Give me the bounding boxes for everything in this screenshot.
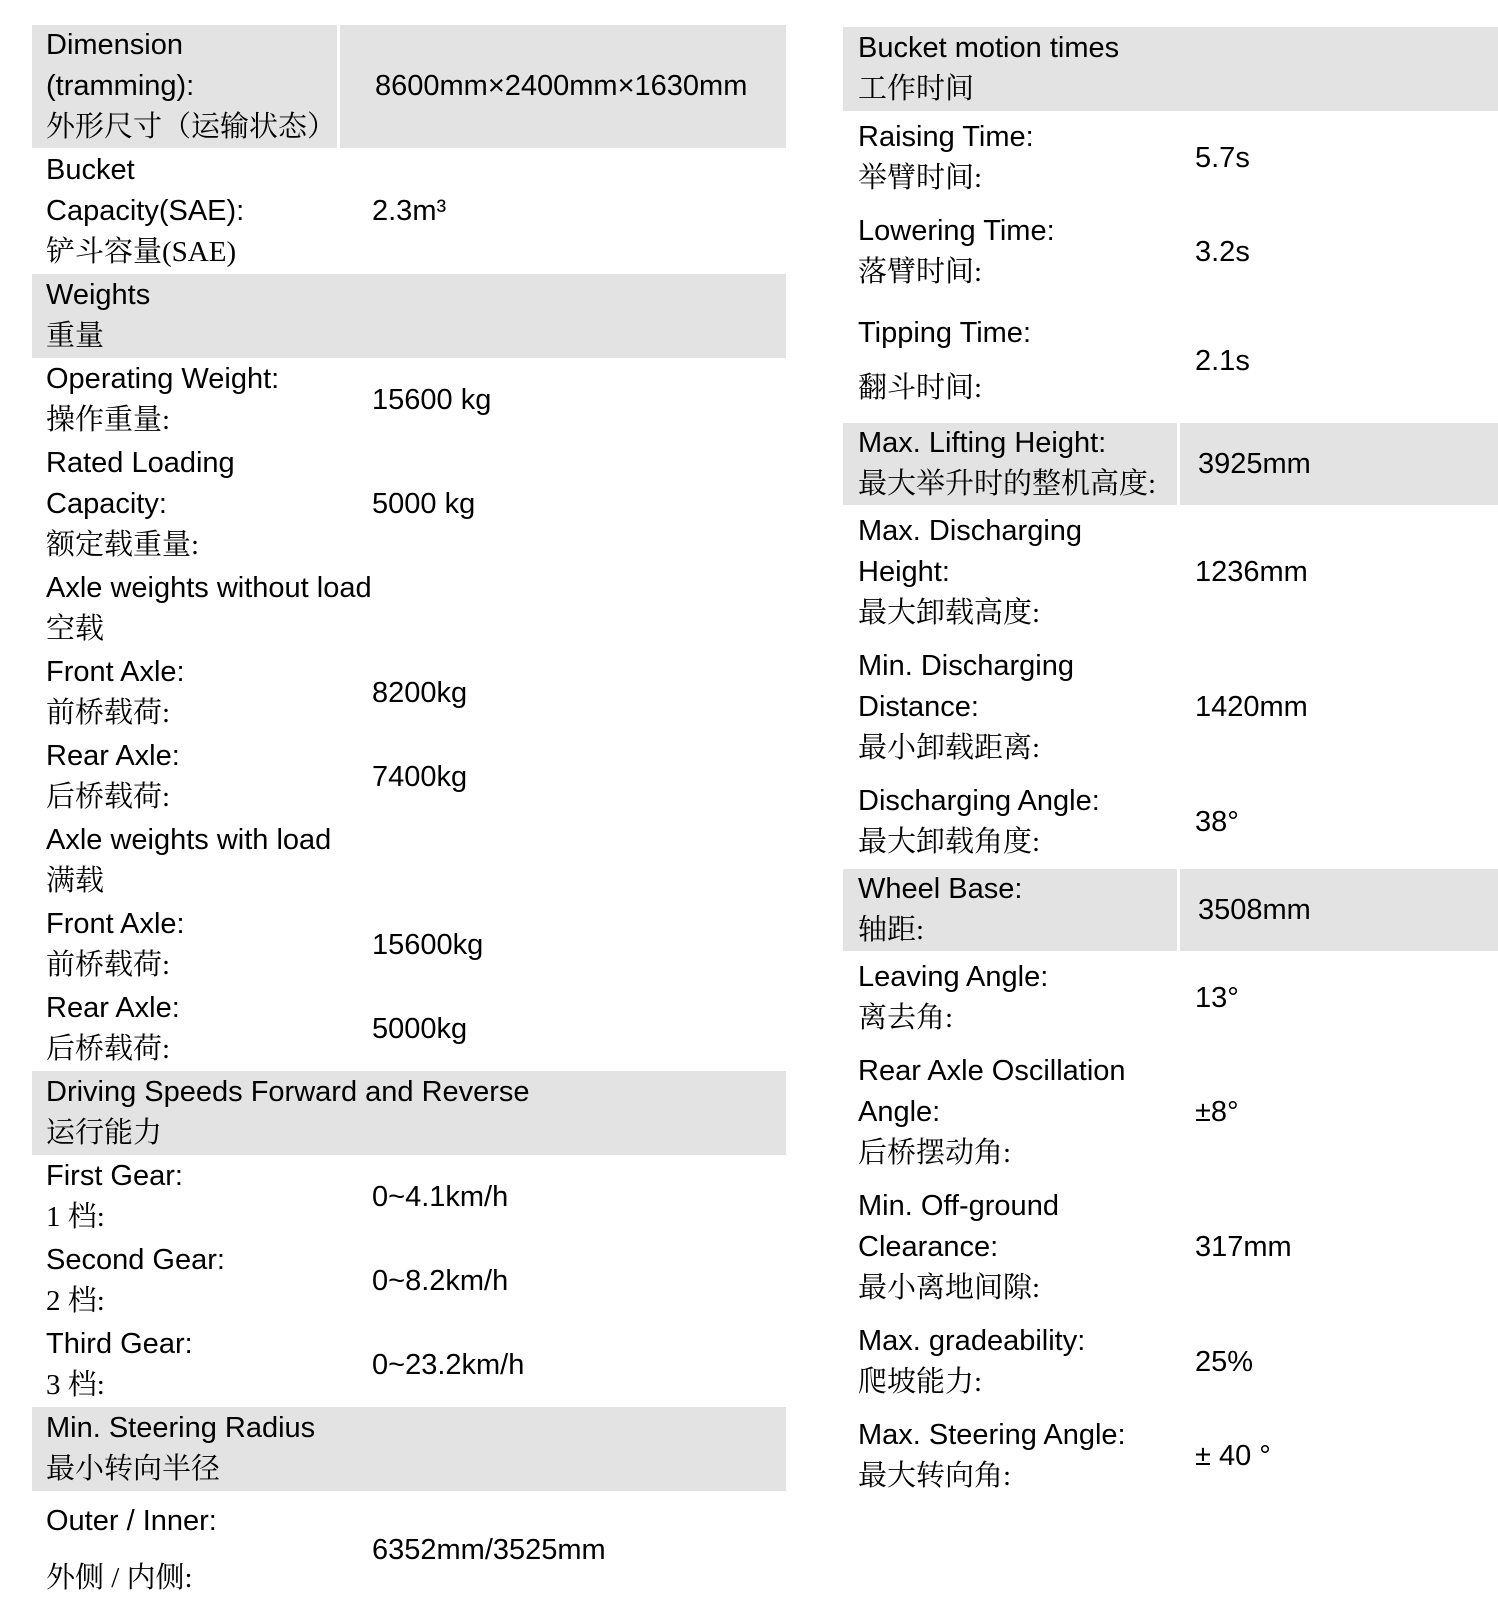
spec-value: 5000kg bbox=[372, 1012, 468, 1045]
label-en: Wheel Base: bbox=[858, 873, 1023, 905]
spec-row bbox=[32, 651, 786, 735]
subsection-row bbox=[32, 567, 786, 651]
label-zh: 工作时间 bbox=[858, 73, 975, 105]
spec-label bbox=[32, 652, 337, 734]
spec-label bbox=[32, 904, 337, 986]
spec-row bbox=[843, 1045, 1498, 1180]
label-en: Lowering Time: bbox=[858, 215, 1055, 247]
label-en: Bucket Capacity(SAE): bbox=[46, 154, 245, 227]
spec-row bbox=[843, 205, 1498, 299]
spec-row bbox=[32, 1323, 786, 1407]
spec-value: 3925mm bbox=[1180, 423, 1498, 505]
spec-label bbox=[843, 1321, 1177, 1403]
spec-value: 2.1s bbox=[1195, 344, 1250, 377]
spec-row bbox=[32, 358, 786, 442]
spec-label bbox=[32, 1408, 786, 1490]
spec-row bbox=[843, 299, 1498, 423]
spec-label bbox=[32, 1501, 337, 1599]
spec-row bbox=[843, 1409, 1498, 1503]
label-en: Dimension (tramming): bbox=[46, 29, 195, 102]
label-en: Min. Off-ground Clearance: bbox=[858, 1190, 1059, 1263]
spec-row bbox=[843, 111, 1498, 205]
spec-label bbox=[32, 275, 786, 357]
spec-label bbox=[843, 869, 1177, 951]
label-en: Rear Axle: bbox=[46, 740, 180, 772]
spec-value: 38° bbox=[1195, 805, 1239, 838]
spec-row bbox=[843, 505, 1498, 640]
spec-row bbox=[32, 24, 786, 149]
spec-label bbox=[32, 150, 337, 273]
section-header-row bbox=[32, 274, 786, 358]
label-zh: 铲斗容量(SAE) bbox=[46, 236, 237, 268]
spec-table-left bbox=[32, 24, 786, 1609]
label-zh: 2 档: bbox=[46, 1285, 105, 1317]
label-zh: 额定载重量: bbox=[46, 529, 200, 561]
spec-label bbox=[32, 443, 337, 566]
spec-label bbox=[32, 820, 786, 902]
label-zh: 后桥载荷: bbox=[46, 1033, 171, 1065]
label-zh: 翻斗时间: bbox=[858, 372, 983, 404]
spec-value: 5000 kg bbox=[372, 488, 476, 520]
label-zh: 离去角: bbox=[858, 1002, 954, 1034]
spec-label bbox=[843, 511, 1177, 634]
spec-value: 0~4.1km/h bbox=[372, 1180, 509, 1213]
label-zh: 1 档: bbox=[46, 1201, 105, 1233]
label-zh: 满载 bbox=[46, 865, 105, 897]
spec-label bbox=[32, 1156, 337, 1238]
spec-row bbox=[32, 903, 786, 987]
spec-row bbox=[843, 640, 1498, 775]
label-zh: 外侧 / 内侧: bbox=[46, 1562, 193, 1594]
label-zh: 最大举升时的整机高度: bbox=[858, 468, 1157, 500]
spec-label bbox=[32, 1240, 337, 1322]
spec-label bbox=[843, 28, 1498, 110]
spec-label bbox=[843, 1415, 1177, 1497]
label-zh: 爬坡能力: bbox=[858, 1366, 983, 1398]
label-zh: 前桥载荷: bbox=[46, 697, 171, 729]
label-en: Axle weights without load bbox=[46, 572, 372, 604]
label-en: Max. gradeability: bbox=[858, 1325, 1086, 1357]
label-en: Weights bbox=[46, 279, 151, 311]
spec-label bbox=[843, 117, 1177, 199]
label-zh: 3 档: bbox=[46, 1369, 105, 1401]
spec-value: 2.3m³ bbox=[372, 195, 447, 227]
spec-value: 8600mm×2400mm×1630mm bbox=[340, 25, 786, 148]
label-zh: 最小离地间隙: bbox=[858, 1272, 1041, 1304]
spec-row bbox=[32, 149, 786, 274]
label-zh: 操作重量: bbox=[46, 404, 171, 436]
label-en: Bucket motion times bbox=[858, 32, 1120, 64]
spec-label bbox=[843, 1051, 1177, 1174]
section-header-row bbox=[32, 1407, 786, 1491]
spec-row bbox=[843, 1180, 1498, 1315]
label-zh: 运行能力 bbox=[46, 1117, 163, 1149]
spec-label bbox=[32, 25, 337, 148]
spec-label bbox=[32, 988, 337, 1070]
label-zh: 举臂时间: bbox=[858, 162, 983, 194]
spec-label bbox=[32, 736, 337, 818]
label-en: Third Gear: bbox=[46, 1328, 193, 1360]
label-en: Max. Lifting Height: bbox=[858, 427, 1107, 459]
section-header-row bbox=[843, 27, 1498, 111]
label-zh: 外形尺寸（运输状态） bbox=[46, 111, 337, 143]
spec-value: 25% bbox=[1195, 1345, 1254, 1378]
spec-value: 1236mm bbox=[1195, 556, 1308, 588]
label-en: Operating Weight: bbox=[46, 363, 280, 395]
label-zh: 最大转向角: bbox=[858, 1460, 1012, 1492]
spec-value: 317mm bbox=[1195, 1231, 1292, 1263]
label-zh: 重量 bbox=[46, 320, 105, 352]
spec-label bbox=[843, 1186, 1177, 1309]
label-en: Outer / Inner: bbox=[46, 1505, 217, 1537]
label-en: Front Axle: bbox=[46, 908, 185, 940]
label-zh: 最大卸载高度: bbox=[858, 597, 1041, 629]
spec-value: 0~8.2km/h bbox=[372, 1264, 509, 1297]
spec-label bbox=[32, 1072, 786, 1154]
label-en: Max. Discharging Height: bbox=[858, 515, 1083, 588]
spec-row bbox=[32, 1239, 786, 1323]
spec-label bbox=[843, 313, 1177, 409]
spec-value: ± 40 ° bbox=[1195, 1439, 1271, 1472]
label-zh: 后桥载荷: bbox=[46, 781, 171, 813]
spec-row bbox=[843, 775, 1498, 869]
spec-value: ±8° bbox=[1195, 1096, 1239, 1128]
section-header-row bbox=[32, 1071, 786, 1155]
label-zh: 最大卸载角度: bbox=[858, 826, 1041, 858]
label-zh: 最小卸载距离: bbox=[858, 732, 1041, 764]
spec-value: 8200kg bbox=[372, 676, 468, 709]
label-zh: 轴距: bbox=[858, 914, 925, 946]
spec-label bbox=[32, 568, 786, 650]
label-en: Axle weights with load bbox=[46, 824, 332, 856]
spec-value: 3508mm bbox=[1180, 869, 1498, 951]
label-en: Min. Steering Radius bbox=[46, 1412, 316, 1444]
spec-value: 6352mm/3525mm bbox=[372, 1533, 606, 1566]
spec-label bbox=[32, 1324, 337, 1406]
spec-row bbox=[843, 1315, 1498, 1409]
subsection-row bbox=[32, 819, 786, 903]
label-en: Rated Loading Capacity: bbox=[46, 447, 235, 520]
spec-row bbox=[32, 442, 786, 567]
label-zh: 落臂时间: bbox=[858, 256, 983, 288]
label-zh: 后桥摆动角: bbox=[858, 1137, 1012, 1169]
spec-row bbox=[843, 423, 1498, 505]
spec-value: 1420mm bbox=[1195, 691, 1308, 723]
label-en: Max. Steering Angle: bbox=[858, 1419, 1126, 1451]
label-en: Discharging Angle: bbox=[858, 785, 1100, 817]
label-zh: 最小转向半径 bbox=[46, 1453, 221, 1485]
spec-table-right bbox=[843, 27, 1498, 1503]
spec-value: 3.2s bbox=[1195, 235, 1250, 268]
label-en: Leaving Angle: bbox=[858, 961, 1049, 993]
spec-row bbox=[843, 869, 1498, 951]
spec-row bbox=[32, 1155, 786, 1239]
spec-value: 13° bbox=[1195, 981, 1239, 1014]
spec-value: 0~23.2km/h bbox=[372, 1348, 525, 1381]
spec-label bbox=[843, 646, 1177, 769]
label-en: Driving Speeds Forward and Reverse bbox=[46, 1076, 530, 1108]
spec-row bbox=[32, 987, 786, 1071]
spec-row bbox=[843, 951, 1498, 1045]
spec-value: 5.7s bbox=[1195, 141, 1250, 174]
spec-label bbox=[843, 957, 1177, 1039]
label-en: Raising Time: bbox=[858, 121, 1034, 153]
label-zh: 空载 bbox=[46, 613, 105, 645]
spec-row bbox=[32, 1491, 786, 1609]
label-en: Rear Axle: bbox=[46, 992, 180, 1024]
spec-value: 15600kg bbox=[372, 928, 484, 961]
label-en: First Gear: bbox=[46, 1160, 183, 1192]
label-en: Second Gear: bbox=[46, 1244, 225, 1276]
spec-row bbox=[32, 735, 786, 819]
spec-label bbox=[843, 211, 1177, 293]
spec-value: 15600 kg bbox=[372, 383, 492, 416]
spec-label bbox=[32, 359, 337, 441]
label-en: Min. Discharging Distance: bbox=[858, 650, 1074, 723]
spec-label bbox=[843, 781, 1177, 863]
spec-label bbox=[843, 423, 1177, 505]
label-en: Front Axle: bbox=[46, 656, 185, 688]
spec-value: 7400kg bbox=[372, 760, 468, 793]
label-en: Tipping Time: bbox=[858, 317, 1031, 349]
label-zh: 前桥载荷: bbox=[46, 949, 171, 981]
label-en: Rear Axle Oscillation Angle: bbox=[858, 1055, 1126, 1128]
